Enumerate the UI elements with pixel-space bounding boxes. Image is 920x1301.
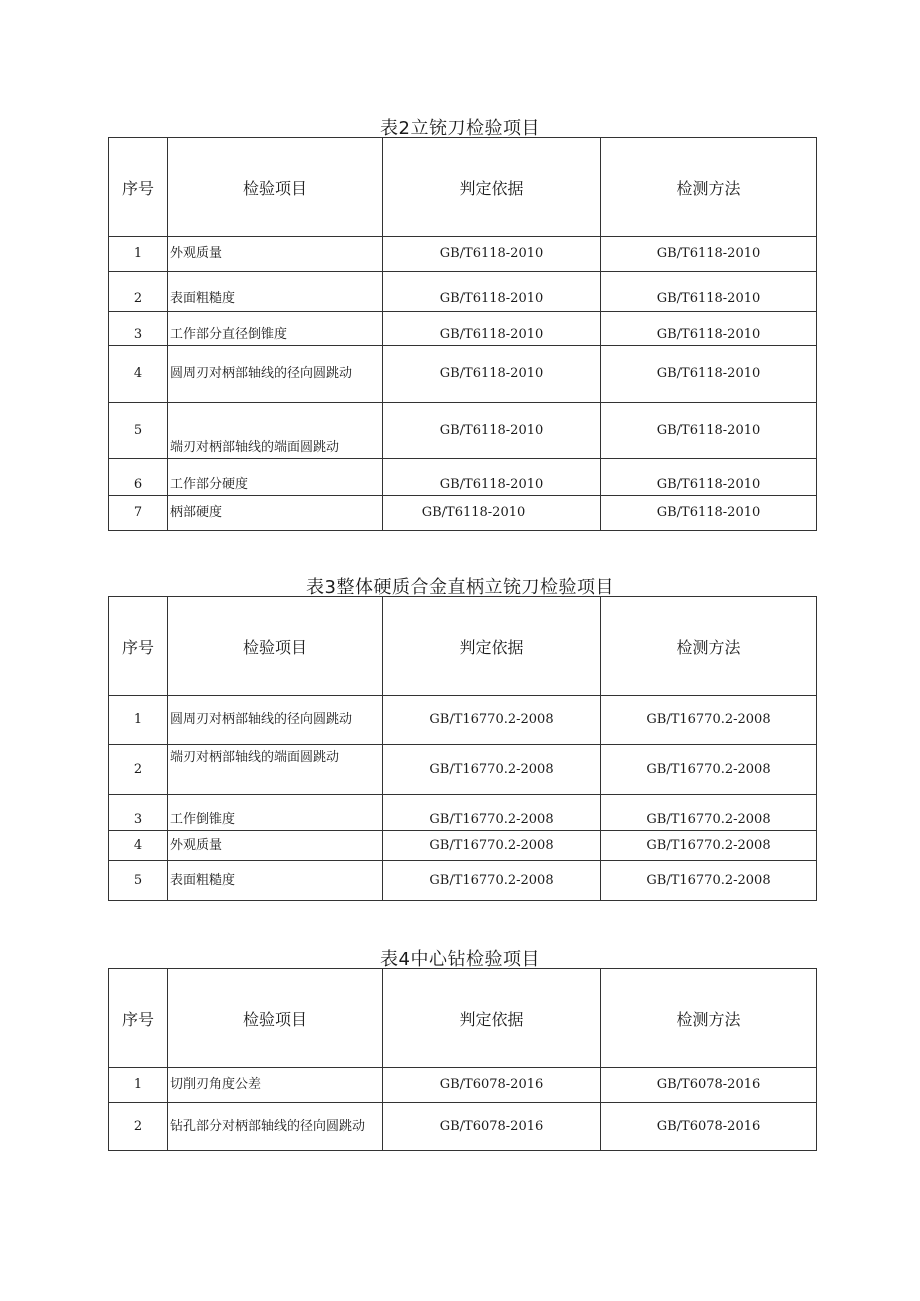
row-item: 端刃对柄部轴线的端面圆跳动 (168, 745, 383, 795)
table-row (109, 272, 817, 312)
table-3 (108, 596, 817, 901)
row-item: 工作部分直径倒锥度 (168, 312, 383, 346)
row-no: 3 (109, 312, 168, 346)
table-row (109, 312, 817, 346)
row-no: 4 (109, 831, 168, 861)
row-basis (383, 496, 601, 531)
row-item: 切削刃角度公差 (168, 1068, 383, 1103)
row-item: 柄部硬度 (168, 496, 383, 531)
row-no: 2 (109, 272, 168, 312)
row-basis-text: GB/T6118-2010 (421, 505, 526, 520)
row-basis: GB/T16770.2-2008 (383, 696, 601, 745)
row-method: GB/T6118-2010 (601, 312, 817, 346)
row-no: 1 (109, 237, 168, 272)
row-basis: GB/T16770.2-2008 (383, 861, 601, 901)
table-row (109, 496, 817, 531)
header-method: 检测方法 (601, 597, 817, 696)
row-item: 工作倒锥度 (168, 795, 383, 831)
row-method: GB/T16770.2-2008 (601, 861, 817, 901)
header-item: 检验项目 (168, 138, 383, 237)
row-no: 1 (109, 1068, 168, 1103)
table-row (109, 745, 817, 795)
table-3-title: 表3整体硬质合金直柄立铳刀检验项目 (306, 577, 614, 598)
header-method: 检测方法 (601, 969, 817, 1068)
row-no: 1 (109, 696, 168, 745)
row-no: 5 (109, 403, 168, 459)
row-method: GB/T6118-2010 (601, 459, 817, 496)
row-basis: GB/T6078-2016 (383, 1068, 601, 1103)
row-method: GB/T16770.2-2008 (601, 831, 817, 861)
table-header-row (109, 138, 817, 237)
table-4-title: 表4中心钻检验项目 (380, 949, 540, 970)
header-item: 检验项目 (168, 597, 383, 696)
row-basis: GB/T6118-2010 (383, 459, 601, 496)
row-method: GB/T16770.2-2008 (601, 696, 817, 745)
row-no: 4 (109, 346, 168, 403)
header-no: 序号 (109, 138, 168, 237)
row-item: 外观质量 (168, 831, 383, 861)
row-method: GB/T6118-2010 (601, 272, 817, 312)
row-method: GB/T6118-2010 (601, 346, 817, 403)
row-item: 圆周刃对柄部轴线的径向圆跳动 (168, 696, 383, 745)
row-method: GB/T6078-2016 (601, 1103, 817, 1151)
table-2-title: 表2立铳刀检验项目 (380, 118, 540, 139)
row-basis: GB/T6118-2010 (383, 403, 601, 459)
header-no: 序号 (109, 969, 168, 1068)
row-no: 2 (109, 745, 168, 795)
row-basis: GB/T16770.2-2008 (383, 745, 601, 795)
table-row (109, 346, 817, 403)
row-basis: GB/T6118-2010 (383, 237, 601, 272)
table-row (109, 861, 817, 901)
row-basis: GB/T16770.2-2008 (383, 831, 601, 861)
table-row (109, 237, 817, 272)
row-item: 工作部分硬度 (168, 459, 383, 496)
row-method: GB/T16770.2-2008 (601, 795, 817, 831)
row-no: 5 (109, 861, 168, 901)
header-no: 序号 (109, 597, 168, 696)
row-method: GB/T6118-2010 (601, 403, 817, 459)
row-method: GB/T6078-2016 (601, 1068, 817, 1103)
row-basis: GB/T6078-2016 (383, 1103, 601, 1151)
table-row (109, 831, 817, 861)
table-header-row (109, 969, 817, 1068)
table-2 (108, 137, 817, 531)
row-no: 7 (109, 496, 168, 531)
header-basis: 判定依据 (383, 969, 601, 1068)
header-method: 检测方法 (601, 138, 817, 237)
row-basis: GB/T16770.2-2008 (383, 795, 601, 831)
table-row (109, 459, 817, 496)
row-basis: GB/T6118-2010 (383, 346, 601, 403)
header-item: 检验项目 (168, 969, 383, 1068)
row-basis: GB/T6118-2010 (383, 272, 601, 312)
row-method: GB/T6118-2010 (601, 237, 817, 272)
row-item: 圆周刃对柄部轴线的径向圆跳动 (168, 346, 383, 403)
table-row (109, 795, 817, 831)
header-basis: 判定依据 (383, 138, 601, 237)
table-row (109, 696, 817, 745)
table-row (109, 403, 817, 459)
row-item: 表面粗糙度 (168, 272, 383, 312)
row-item: 表面粗糙度 (168, 861, 383, 901)
row-method: GB/T16770.2-2008 (601, 745, 817, 795)
row-no: 6 (109, 459, 168, 496)
row-no: 2 (109, 1103, 168, 1151)
row-method: GB/T6118-2010 (601, 496, 817, 531)
row-item: 外观质量 (168, 237, 383, 272)
row-basis: GB/T6118-2010 (383, 312, 601, 346)
table-row (109, 1103, 817, 1151)
table-header-row (109, 597, 817, 696)
table-4 (108, 968, 817, 1151)
row-item: 端刃对柄部轴线的端面圆跳动 (168, 403, 383, 459)
table-row (109, 1068, 817, 1103)
row-no: 3 (109, 795, 168, 831)
row-item: 钻孔部分对柄部轴线的径向圆跳动 (168, 1103, 383, 1151)
header-basis: 判定依据 (383, 597, 601, 696)
